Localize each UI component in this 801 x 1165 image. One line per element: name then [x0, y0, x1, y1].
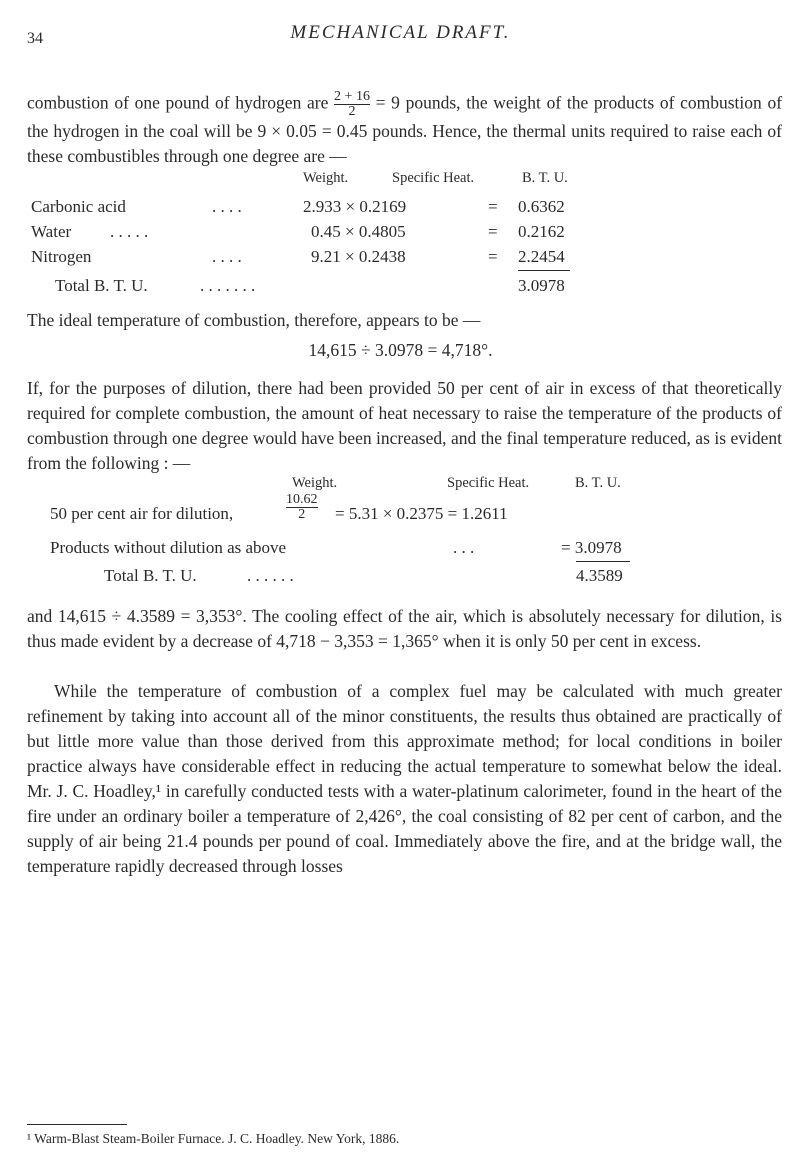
- fraction-numerator: 10.62: [286, 492, 318, 507]
- table1-total-label: Total B. T. U.: [55, 276, 148, 295]
- table2-row-label: Products without dilution as above: [50, 538, 287, 557]
- table2-row-value: = 3.0978: [561, 538, 622, 557]
- table2-fraction: [286, 493, 318, 522]
- table2-row-label: 50 per cent air for dilution,: [50, 504, 234, 523]
- footnote-separator: [27, 1124, 127, 1125]
- table1-row-equals: =: [488, 247, 498, 266]
- running-title: MECHANICAL DRAFT.: [290, 22, 511, 43]
- table2-total-value: 4.3589: [576, 566, 623, 585]
- intro-text-start: combustion of one pound of hydrogen are: [27, 92, 329, 113]
- table1-row-expression: 0.45 × 0.4805: [311, 222, 406, 241]
- intro-text-rest: = 9 pounds, the weight of the products of combustion of the hydrogen in the coal will be 9 × 0.05 = 0.45 pounds. Hence, the thermal units required to raise each of these combustibles through one degree are —: [27, 92, 783, 166]
- intro-fraction: [334, 90, 370, 119]
- table2-row-dots: . . .: [453, 538, 475, 557]
- dilution-paragraph: If, for the purposes of dilution, there had been provided 50 per cent of air in excess of that theoretically required for complete combustion, the amount of heat necessary to raise the temperature of the products of combustion through one degree would have been increased, and the final temperature reduced, as is evident from the following : —: [27, 378, 782, 473]
- table2-row-calculation: = 5.31 × 0.2375 = 1.2611: [335, 504, 508, 523]
- table2-sum-rule: [576, 561, 630, 562]
- table1-total-value: 3.0978: [518, 276, 565, 295]
- table2-total-label: Total B. T. U.: [104, 566, 197, 585]
- fraction-denominator: 2: [286, 507, 318, 522]
- table1-header-weight: Weight.: [303, 170, 349, 186]
- ideal-temperature-equation: 14,615 ÷ 3.0978 = 4,718°.: [308, 340, 493, 360]
- ideal-temperature-sentence: The ideal temperature of combustion, therefore, appears to be —: [27, 310, 481, 330]
- table1-row-expression: 9.21 × 0.2438: [311, 247, 406, 266]
- footnote: ¹ Warm-Blast Steam-Boiler Furnace. J. C. Hoadley. New York, 1886.: [27, 1131, 400, 1146]
- table1-row-label: Carbonic acid: [31, 197, 126, 216]
- table1-row-label: Water: [31, 222, 72, 241]
- table1-header-specific-heat: Specific Heat.: [392, 170, 475, 186]
- table1-row-dots: . . . .: [212, 247, 242, 266]
- fraction-numerator: 2 + 16: [334, 89, 370, 104]
- table2-header-specific-heat: Specific Heat.: [447, 475, 530, 491]
- intro-paragraph: [27, 90, 782, 169]
- table2-header-weight: Weight.: [292, 475, 338, 491]
- page-number: 34: [27, 30, 43, 47]
- cooling-paragraph: and 14,615 ÷ 4.3589 = 3,353°. The cooling effect of the air, which is absolutely necessary for dilution, is thus made evident by a decrease of 4,718 − 3,353 = 1,365° when it is only 50 per cent in excess.: [27, 606, 782, 651]
- table1-row-btu: 2.2454: [518, 247, 565, 266]
- fraction-denominator: 2: [334, 104, 370, 119]
- table2-header-btu: B. T. U.: [575, 475, 621, 491]
- table1-row-dots: . . . .: [212, 197, 242, 216]
- table1-row-expression: 2.933 × 0.2169: [303, 197, 407, 216]
- table1-row-dots: . . . . .: [110, 222, 149, 241]
- table2-total-dots: . . . . . .: [247, 566, 294, 585]
- table1-row-equals: =: [488, 222, 498, 241]
- table1-row-btu: 0.2162: [518, 222, 565, 241]
- table1-sum-rule: [518, 270, 570, 271]
- table1-row-equals: =: [488, 197, 498, 216]
- table1-row-label: Nitrogen: [31, 247, 92, 266]
- fuel-paragraph: While the temperature of combustion of a complex fuel may be calculated with much greater refinement by taking into account all of the minor constituents, the results thus obtained are practically of but little more value than those derived from this approximate method; for local conditions in boiler practice always have considerable effect in reducing the actual temperature to somewhat below the ideal. Mr. J. C. Hoadley,¹ in carefully conducted tests with a water-platinum calorimeter, found in the heart of the fire under an ordinary boiler a temperature of 2,426°, the coal consisting of 82 per cent of carbon, and the supply of air being 21.4 pounds per pound of coal. Immediately above the fire, and at the bridge wall, the temperature rapidly decreased through losses: [27, 681, 782, 876]
- table1-header-btu: B. T. U.: [522, 170, 568, 186]
- table1-row-btu: 0.6362: [518, 197, 565, 216]
- table1-total-dots: . . . . . . .: [200, 276, 256, 295]
